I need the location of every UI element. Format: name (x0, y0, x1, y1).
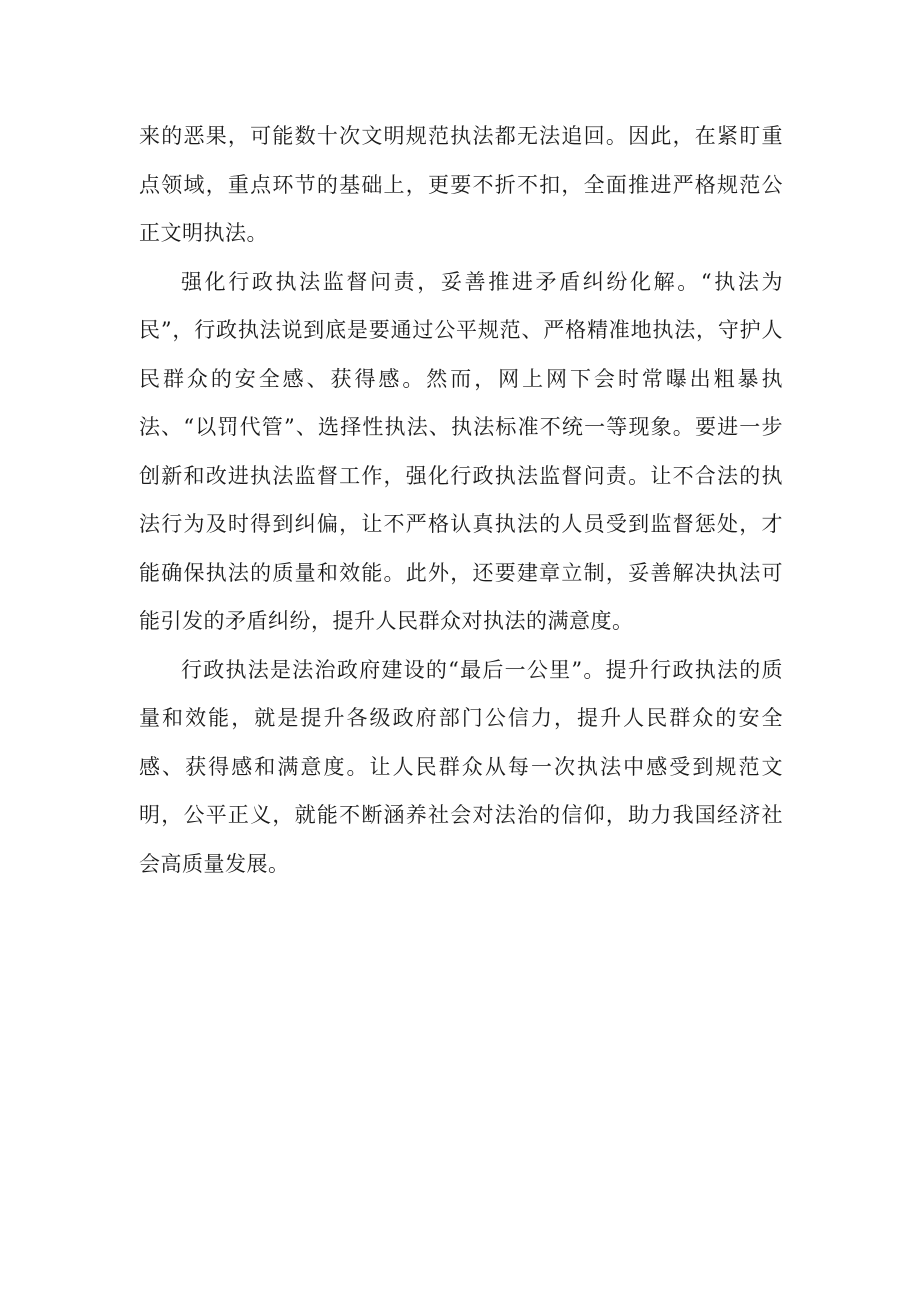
paragraph-conclusion: 行政执法是法治政府建设的“最后一公里”。提升行政执法的质量和效能，就是提升各级政府部门公信力，提升人民群众的安全感、获得感和满意度。让人民群众从每一次执法中感受到规范文明，公平正义，就能不断涵养社会对法治的信仰，助力我国经济社会高质量发展。 (139, 657, 783, 876)
paragraph-enforcement-supervision: 强化行政执法监督问责，妥善推进矛盾纠纷化解。“执法为民”，行政执法说到底是要通过公平规范、严格精准地执法，守护人民群众的安全感、获得感。然而，网上网下会时常曝出粗暴执法、“以罚代管”、选择性执法、执法标准不统一等现象。要进一步创新和改进执法监督工作，强化行政执法监督问责。让不合法的执法行为及时得到纠偏，让不严格认真执法的人员受到监督惩处，才能确保执法的质量和效能。此外，还要建章立制，妥善解决执法可能引发的矛盾纠纷，提升人民群众对执法的满意度。 (139, 269, 783, 633)
document-body (139, 112, 783, 888)
paragraph-continuation: 来的恶果，可能数十次文明规范执法都无法追回。因此，在紧盯重点领域，重点环节的基础上，更要不折不扣，全面推进严格规范公正文明执法。 (139, 124, 783, 245)
